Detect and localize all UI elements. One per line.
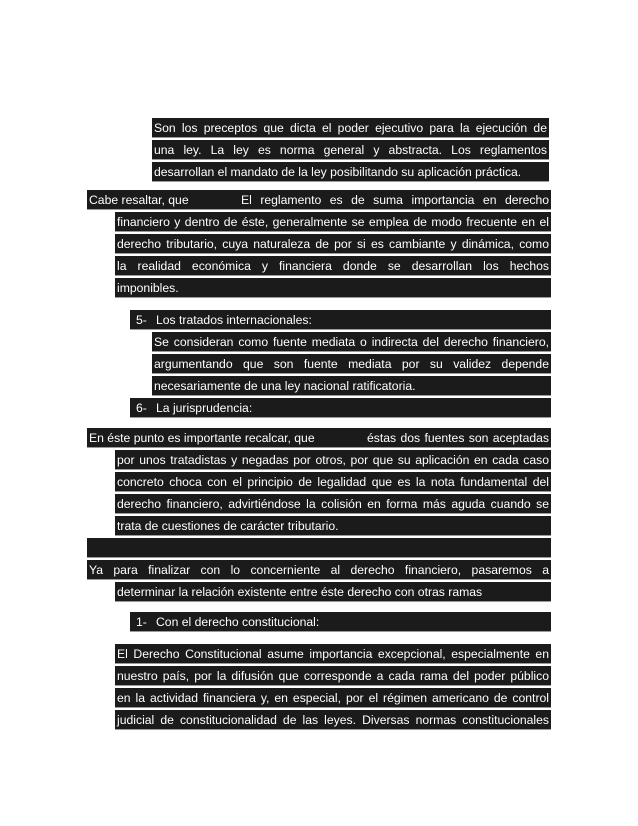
blank-line (87, 538, 551, 558)
text-line: Cabe resaltar, que El reglamento es de suma importancia en derecho (87, 190, 551, 210)
text-line: En éste punto es importante recalcar, que éstas dos fuentes son aceptadas (87, 428, 551, 448)
text-line: la realidad económica y financiera donde se desarrollan los hechos (115, 256, 551, 276)
text-line: desarrollan el mandato de la ley posibilitando su aplicación práctica. (152, 162, 549, 182)
section-heading: 5- Los tratados internacionales: (130, 310, 551, 330)
text-line: necesariamente de una ley nacional ratificatoria. (152, 376, 551, 396)
text-line: trata de cuestiones de carácter tributario. (115, 516, 551, 536)
text-line: concreto choca con el principio de legalidad que es la nota fundamental del (115, 472, 551, 492)
text-line: derecho financiero, advirtiéndose la colisión en forma más aguda cuando se (115, 494, 551, 514)
text-line: derecho tributario, cuya naturaleza de por si es cambiante y dinámica, como (115, 234, 551, 254)
text-line: judicial de constitucionalidad de las leyes. Diversas normas constitucionales (115, 710, 551, 730)
text-line: imponibles. (115, 278, 551, 298)
section-heading: 1- Con el derecho constitucional: (130, 612, 551, 632)
text-line: una ley. La ley es norma general y abstracta. Los reglamentos (152, 140, 549, 160)
text-line: determinar la relación existente entre éste derecho con otras ramas (115, 582, 551, 602)
text-line: Se consideran como fuente mediata o indirecta del derecho financiero, (152, 332, 551, 352)
text-line: El Derecho Constitucional asume importancia excepcional, especialmente en (115, 644, 551, 664)
text-line: nuestro país, por la difusión que corresponde a cada rama del poder público (115, 666, 551, 686)
text-line: Son los preceptos que dicta el poder ejecutivo para la ejecución de (152, 118, 549, 138)
text-line: Ya para finalizar con lo concerniente al derecho financiero, pasaremos a (87, 560, 551, 580)
section-heading: 6- La jurisprudencia: (130, 398, 551, 418)
text-line: por unos tratadistas y negadas por otros, por que su aplicación en cada caso (115, 450, 551, 470)
text-line: en la actividad financiera y, en especial, por el régimen americano de control (115, 688, 551, 708)
text-line: financiero y dentro de éste, generalmente se emplea de modo frecuente en el (115, 212, 551, 232)
text-line: argumentando que son fuente mediata por su validez depende (152, 354, 551, 374)
